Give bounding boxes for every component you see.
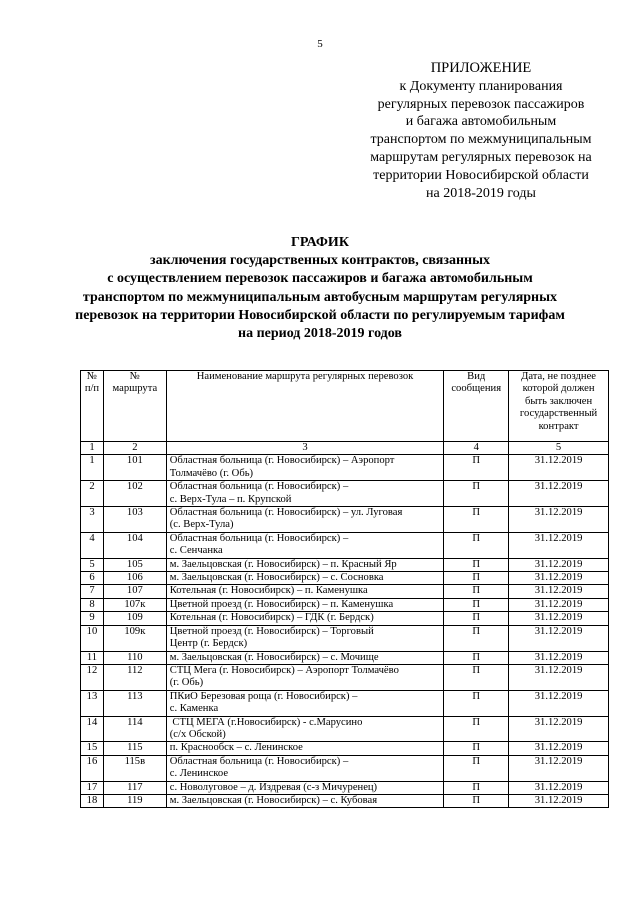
row-service-type: П (444, 612, 509, 625)
appendix-line: маршрутам регулярных перевозок на (370, 149, 592, 165)
row-index: 18 (81, 794, 104, 807)
table-row (81, 742, 609, 755)
route-name-line: м. Заельцовская (г. Новосибирск) – п. Красный Яр (169, 558, 397, 570)
row-route-name (166, 651, 444, 664)
header-deadline: Дата, не позднее которой должен быть заключен государственный контракт (509, 371, 609, 442)
row-deadline: 31.12.2019 (509, 598, 609, 611)
column-number: 4 (444, 442, 509, 455)
row-route-number: 102 (103, 481, 166, 507)
column-number: 5 (509, 442, 609, 455)
route-name-line: Центр (г. Бердск) (169, 638, 248, 650)
row-index: 9 (81, 612, 104, 625)
row-service-type: П (444, 455, 509, 481)
row-route-number: 119 (103, 794, 166, 807)
header-service-type: Вид сообщения (444, 371, 509, 442)
title-heading: ГРАФИК (291, 235, 349, 250)
row-route-name (166, 598, 444, 611)
document-title (0, 234, 640, 343)
route-name-line: СТЦ Мега (г. Новосибирск) – Аэропорт Толмачёво (169, 664, 399, 676)
route-name-line: с. Ленинское (169, 768, 229, 780)
table-row (81, 781, 609, 794)
row-deadline: 31.12.2019 (509, 585, 609, 598)
row-route-number: 101 (103, 455, 166, 481)
row-service-type: П (444, 755, 509, 781)
row-route-name (166, 455, 444, 481)
row-deadline: 31.12.2019 (509, 625, 609, 651)
route-name-line: Толмачёво (г. Обь) (169, 467, 254, 479)
route-name-line: СТЦ МЕГА (г.Новосибирск) - с.Марусино (169, 716, 363, 728)
row-deadline: 31.12.2019 (509, 572, 609, 585)
table-row (81, 598, 609, 611)
table-row (81, 716, 609, 742)
row-route-number: 112 (103, 664, 166, 690)
routes-table (80, 370, 609, 808)
route-name-line: ПКиО Березовая роща (г. Новосибирск) – (169, 690, 358, 702)
column-number-row (81, 442, 609, 455)
row-route-number: 109к (103, 625, 166, 651)
row-index: 12 (81, 664, 104, 690)
row-index: 5 (81, 558, 104, 571)
route-name-line: Областная больница (г. Новосибирск) – (169, 755, 349, 767)
table-row (81, 612, 609, 625)
route-name-line: м. Заельцовская (г. Новосибирск) – с. Кубовая (169, 794, 378, 806)
appendix-line: транспортом по межмуниципальным (370, 132, 592, 148)
route-name-line: с. Новолуговое – д. Издревая (с-з Мичуренец) (169, 781, 378, 793)
row-service-type: П (444, 794, 509, 807)
table-row (81, 558, 609, 571)
row-deadline: 31.12.2019 (509, 612, 609, 625)
row-service-type: П (444, 664, 509, 690)
row-index: 3 (81, 507, 104, 533)
title-line: перевозок на территории Новосибирской области по регулируемым тарифам (75, 307, 565, 323)
title-line: заключения государственных контрактов, связанных (149, 253, 491, 269)
route-name-line: (с/х Обской) (169, 728, 226, 740)
row-service-type: П (444, 585, 509, 598)
table-row (81, 755, 609, 781)
row-route-name (166, 794, 444, 807)
row-index: 13 (81, 690, 104, 716)
row-route-name (166, 664, 444, 690)
route-name-line: Областная больница (г. Новосибирск) – (169, 532, 349, 544)
header-route-name: Наименование маршрута регулярных перевозок (166, 371, 444, 442)
row-deadline: 31.12.2019 (509, 794, 609, 807)
row-route-name (166, 781, 444, 794)
row-route-number: 114 (103, 716, 166, 742)
route-name-line: Областная больница (г. Новосибирск) – Аэропорт (169, 455, 395, 467)
row-index: 8 (81, 598, 104, 611)
row-deadline: 31.12.2019 (509, 716, 609, 742)
page-number: 5 (317, 38, 323, 50)
header-row (81, 371, 609, 442)
column-number: 3 (166, 442, 444, 455)
row-service-type: П (444, 781, 509, 794)
row-service-type: П (444, 507, 509, 533)
row-service-type: П (444, 690, 509, 716)
route-name-line: с. Каменка (169, 703, 219, 715)
route-name-line: Котельная (г. Новосибирск) – п. Каменушка (169, 585, 368, 597)
table-row (81, 507, 609, 533)
row-service-type: П (444, 558, 509, 571)
header-index: № п/п (81, 371, 104, 442)
row-route-name (166, 507, 444, 533)
row-index: 7 (81, 585, 104, 598)
appendix-line: регулярных перевозок пассажиров (377, 96, 585, 112)
row-deadline: 31.12.2019 (509, 455, 609, 481)
title-line: транспортом по межмуниципальным автобусным маршрутам регулярных (82, 289, 558, 305)
route-name-line: (г. Обь) (169, 677, 204, 689)
row-route-name (166, 532, 444, 558)
row-index: 2 (81, 481, 104, 507)
title-line: с осуществлением перевозок пассажиров и багажа автомобильным (107, 271, 533, 287)
appendix-heading: ПРИЛОЖЕНИЕ (430, 60, 532, 76)
row-route-number: 113 (103, 690, 166, 716)
row-route-number: 107к (103, 598, 166, 611)
row-service-type: П (444, 572, 509, 585)
row-deadline: 31.12.2019 (509, 558, 609, 571)
row-deadline: 31.12.2019 (509, 755, 609, 781)
row-route-name (166, 755, 444, 781)
row-deadline: 31.12.2019 (509, 664, 609, 690)
row-route-number: 115в (103, 755, 166, 781)
row-route-name (166, 481, 444, 507)
row-index: 14 (81, 716, 104, 742)
route-name-line: (с. Верх-Тула) (169, 519, 234, 531)
row-service-type: П (444, 625, 509, 651)
table-row (81, 532, 609, 558)
row-route-number: 105 (103, 558, 166, 571)
row-route-name (166, 612, 444, 625)
row-deadline: 31.12.2019 (509, 507, 609, 533)
row-route-number: 103 (103, 507, 166, 533)
row-index: 16 (81, 755, 104, 781)
table-row (81, 651, 609, 664)
row-deadline: 31.12.2019 (509, 532, 609, 558)
table-row (81, 455, 609, 481)
row-service-type: П (444, 716, 509, 742)
appendix-line: к Документу планирования (399, 78, 563, 94)
row-service-type: П (444, 598, 509, 611)
row-service-type: П (444, 481, 509, 507)
row-deadline: 31.12.2019 (509, 651, 609, 664)
row-deadline: 31.12.2019 (509, 690, 609, 716)
table-row (81, 625, 609, 651)
row-index: 11 (81, 651, 104, 664)
route-name-line: Областная больница (г. Новосибирск) – ул. Луговая (169, 507, 403, 519)
route-name-line: Цветной проезд (г. Новосибирск) – п. Каменушка (169, 598, 394, 610)
row-index: 17 (81, 781, 104, 794)
row-route-name (166, 572, 444, 585)
route-name-line: Цветной проезд (г. Новосибирск) – Торговый (169, 625, 374, 637)
route-name-line: Областная больница (г. Новосибирск) – (169, 481, 349, 493)
row-route-number: 110 (103, 651, 166, 664)
row-index: 4 (81, 532, 104, 558)
row-route-number: 115 (103, 742, 166, 755)
table-row (81, 664, 609, 690)
column-number: 2 (103, 442, 166, 455)
row-service-type: П (444, 532, 509, 558)
row-service-type: П (444, 651, 509, 664)
appendix-line: и багажа автомобильным (405, 114, 557, 130)
appendix-line: территории Новосибирской области (373, 167, 589, 183)
row-deadline: 31.12.2019 (509, 781, 609, 794)
row-route-number: 117 (103, 781, 166, 794)
row-route-name (166, 690, 444, 716)
row-index: 6 (81, 572, 104, 585)
route-name-line: с. Сенчанка (169, 545, 223, 557)
route-name-line: м. Заельцовская (г. Новосибирск) – с. Сосновка (169, 572, 384, 584)
row-index: 10 (81, 625, 104, 651)
table-row (81, 794, 609, 807)
title-line: на период 2018-2019 годов (238, 326, 402, 342)
row-route-name (166, 585, 444, 598)
appendix-line: на 2018-2019 годы (426, 185, 536, 201)
row-route-name (166, 716, 444, 742)
appendix-block (348, 60, 614, 202)
route-name-line: с. Верх-Тула – п. Крупской (169, 493, 292, 505)
table-row (81, 690, 609, 716)
row-deadline: 31.12.2019 (509, 481, 609, 507)
row-route-name (166, 558, 444, 571)
route-name-line: Котельная (г. Новосибирск) – ГДК (г. Бердск) (169, 612, 374, 624)
table-row (81, 481, 609, 507)
route-name-line: п. Краснообск – с. Ленинское (169, 742, 303, 754)
row-index: 15 (81, 742, 104, 755)
row-service-type: П (444, 742, 509, 755)
table-row (81, 585, 609, 598)
row-route-number: 109 (103, 612, 166, 625)
column-number: 1 (81, 442, 104, 455)
row-route-name (166, 742, 444, 755)
row-route-number: 107 (103, 585, 166, 598)
table-row (81, 572, 609, 585)
route-name-line: м. Заельцовская (г. Новосибирск) – с. Мочище (169, 651, 379, 663)
row-route-number: 106 (103, 572, 166, 585)
row-route-number: 104 (103, 532, 166, 558)
row-index: 1 (81, 455, 104, 481)
row-route-name (166, 625, 444, 651)
row-deadline: 31.12.2019 (509, 742, 609, 755)
header-route-number: № маршрута (103, 371, 166, 442)
